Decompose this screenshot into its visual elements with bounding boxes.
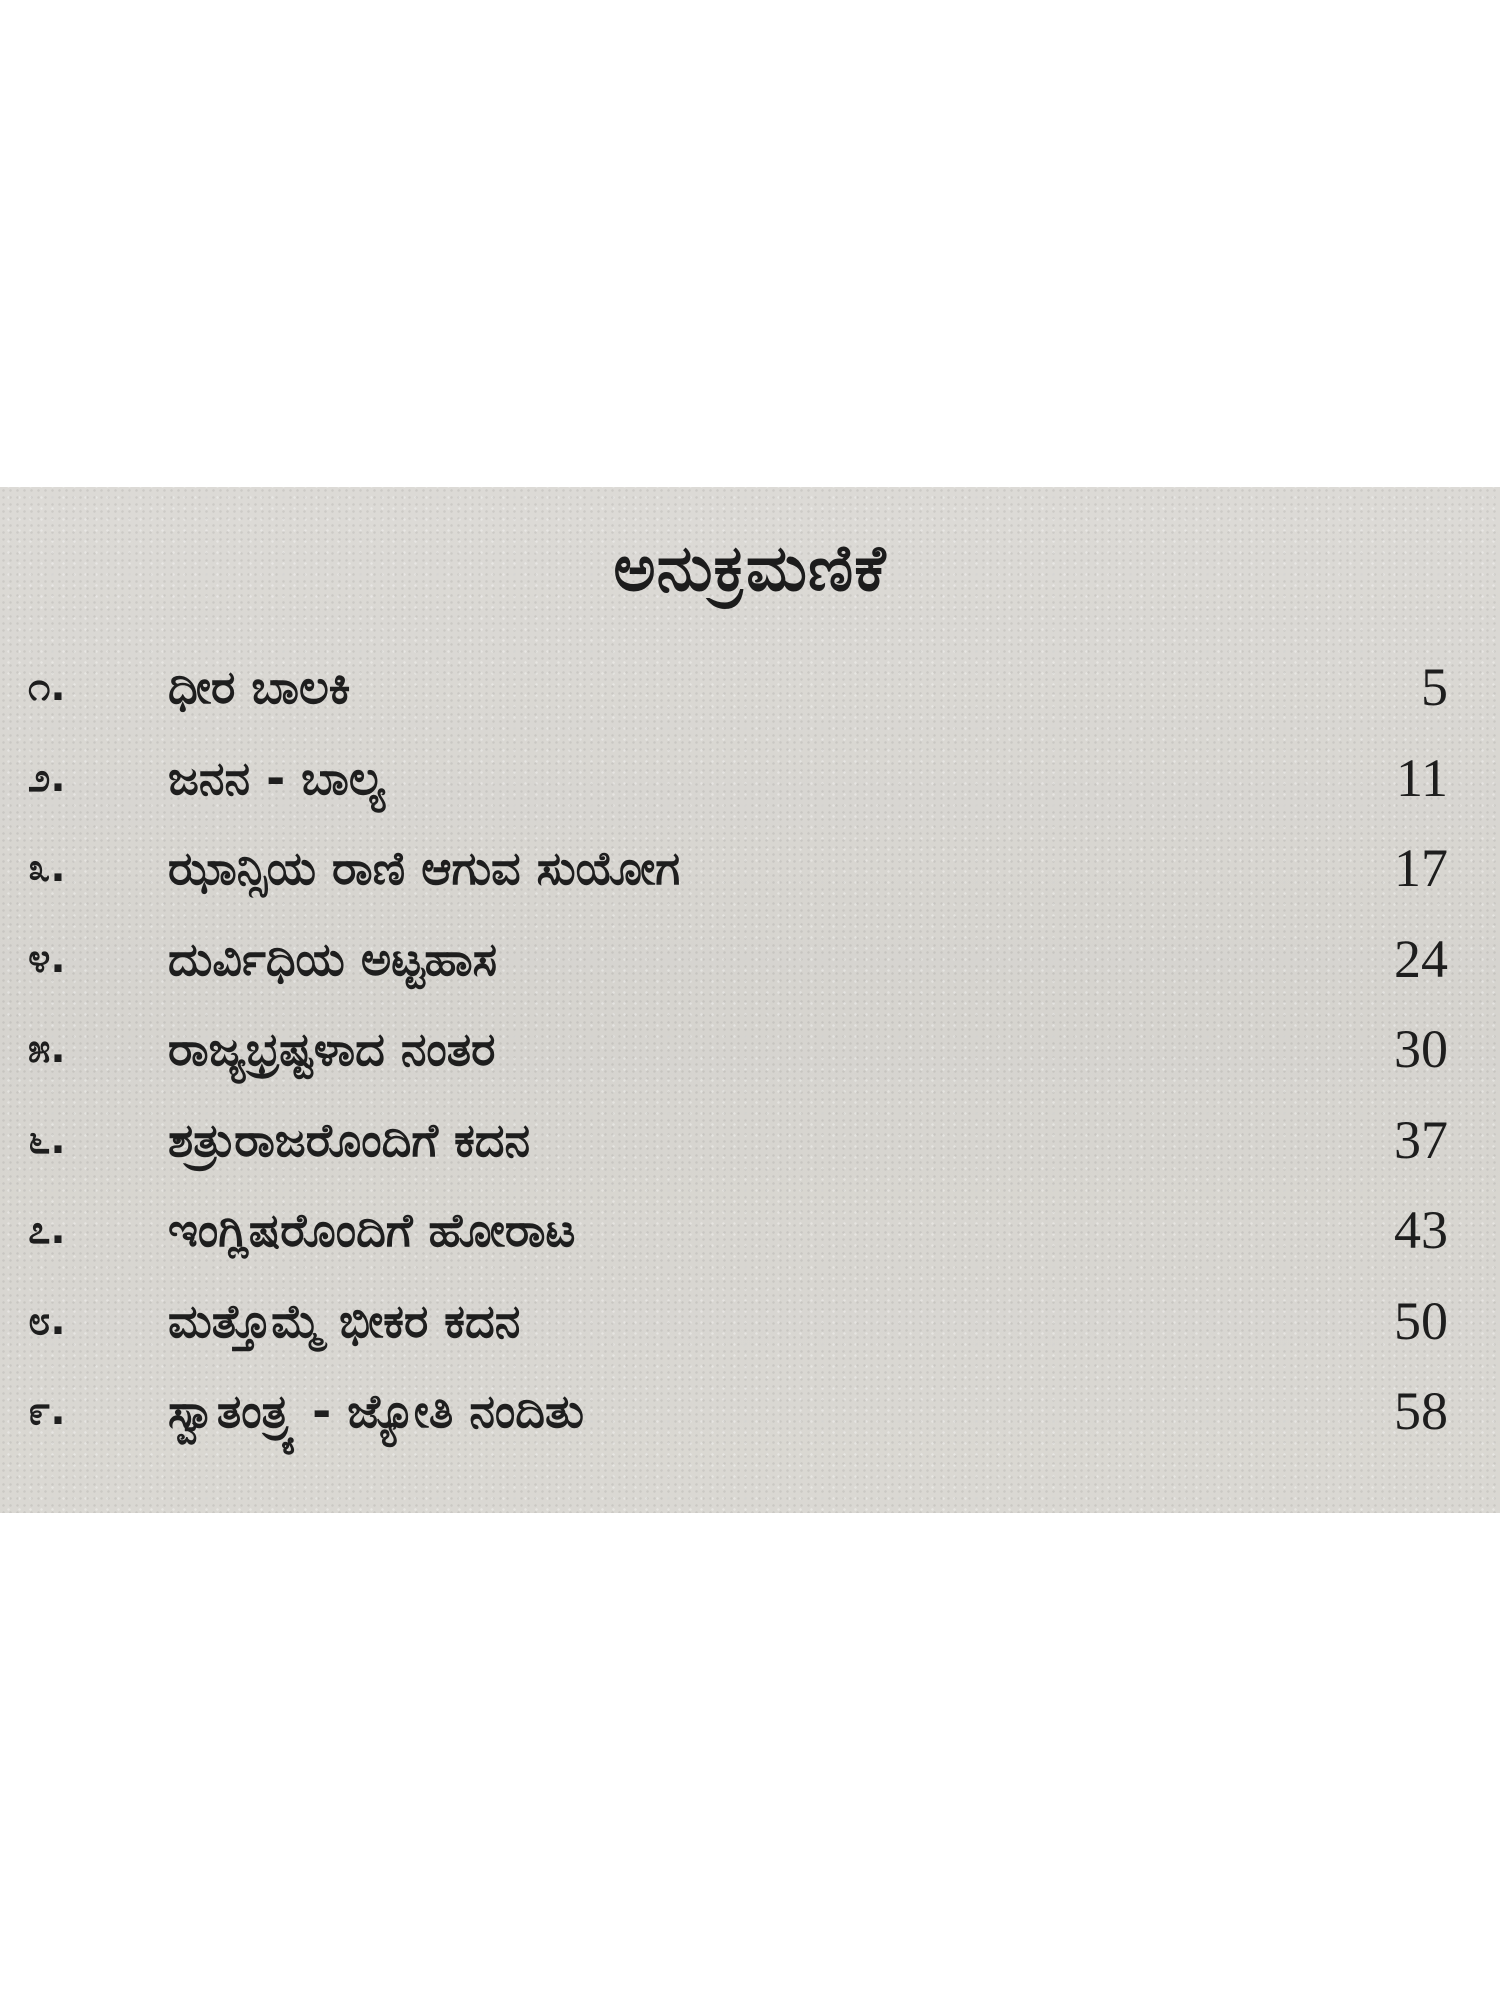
toc-entry-title: ಇಂಗ್ಲಿಷರೊಂದಿಗೆ ಹೋರಾಟ [168,1203,576,1257]
toc-entry-number: ೨. [28,754,66,801]
toc-entry-title: ಶತ್ರುರಾಜರೊಂದಿಗೆ ಕದನ [168,1112,531,1167]
toc-entry-number: ೬. [28,1116,66,1163]
toc-entry-number: ೫. [28,1026,66,1072]
toc-entry-page: 43 [1394,1200,1448,1260]
toc-entry-page: 37 [1394,1109,1448,1170]
toc-entry [28,1019,1448,1110]
toc-entry-number: ೭. [28,1207,66,1253]
toc-entry [28,748,1448,839]
toc-entry [28,1200,1448,1291]
toc-entry-title: ಝಾನ್ಸಿಯ ರಾಣಿ ಆಗುವ ಸುಯೋಗ [168,841,681,895]
toc-entry [28,1381,1448,1472]
toc-entry-page: 58 [1394,1381,1448,1441]
toc-entry-number: ೮. [28,1297,66,1344]
toc-entry-page: 5 [1421,657,1448,717]
toc-entry-page: 11 [1396,747,1448,808]
toc-entry-title: ಜನನ - ಬಾಲ್ಯ [168,750,385,805]
toc-entry [28,838,1448,929]
toc-entry [28,929,1448,1020]
toc-entry-page: 50 [1394,1290,1448,1351]
toc-entry-title: ಧೀರ ಬಾಲಕಿ [168,660,351,714]
toc-entry-number: ೪. [28,935,66,982]
toc-entry-page: 17 [1394,838,1448,898]
toc-entry-title: ರಾಜ್ಯಭ್ರಷ್ಟಳಾದ ನಂತರ [168,1022,496,1076]
toc-entry-number: ೯. [28,1388,66,1434]
toc-entry-number: ೩. [28,845,66,891]
toc-entry-page: 30 [1394,1019,1448,1079]
scanned-contents-page [0,487,1500,1513]
toc-entry-title: ಸ್ವಾತಂತ್ರ್ಯ - ಜ್ಯೋತಿ ನಂದಿತು [168,1384,584,1438]
toc-entry-title: ಮತ್ತೊಮ್ಮೆ ಭೀಕರ ಕದನ [168,1293,521,1348]
toc-title: ಅನುಕ್ರಮಣಿಕೆ [613,532,887,606]
toc-entry-title: ದುರ್ವಿಧಿಯ ಅಟ್ಟಹಾಸ [168,931,498,986]
toc-entry [28,657,1448,748]
toc-entry-number: ೧. [28,664,66,710]
toc-entry [28,1110,1448,1201]
toc-entry [28,1291,1448,1382]
toc-list [28,657,1448,1472]
toc-entry-page: 24 [1394,928,1448,989]
